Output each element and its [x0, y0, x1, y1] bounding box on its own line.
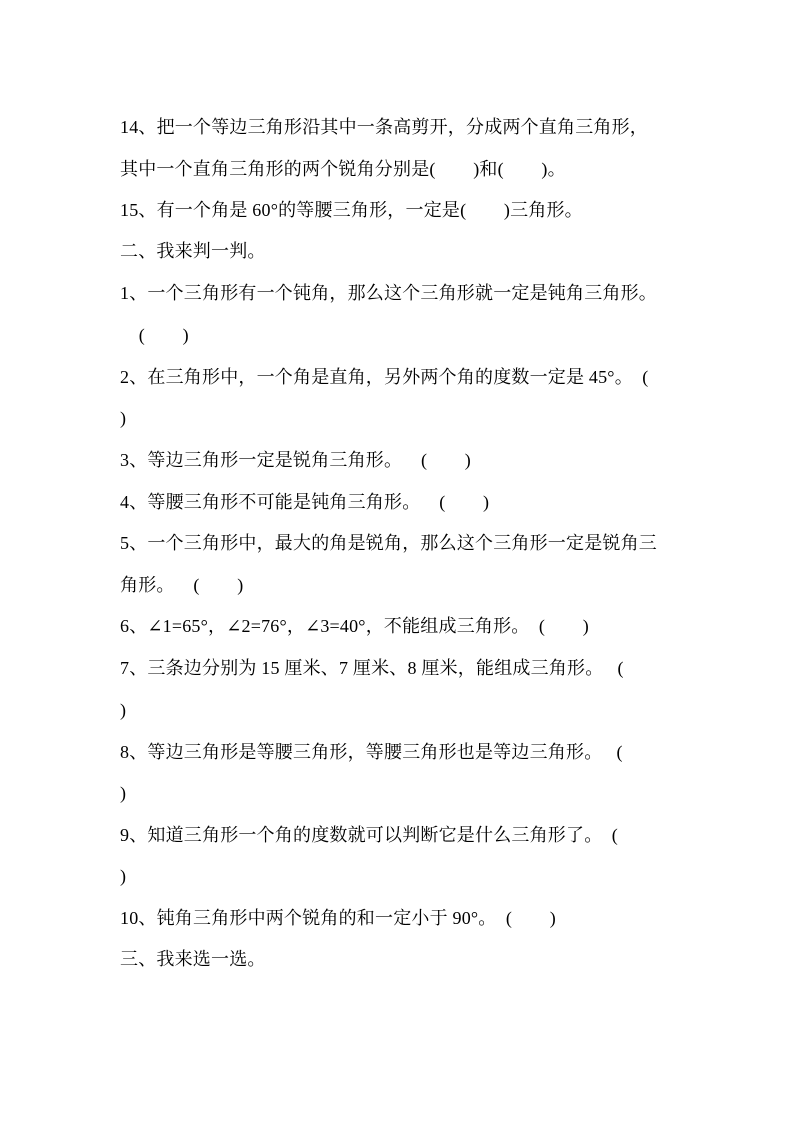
- judge-8-line-1: 8、等边三角形是等腰三角形，等腰三角形也是等边三角形。 (: [120, 742, 623, 762]
- judge-7-line-2: ): [120, 700, 127, 720]
- judge-4: 4、等腰三角形不可能是钝角三角形。 ( ): [120, 492, 490, 512]
- judge-9-line-1: 9、知道三角形一个角的度数就可以判断它是什么三角形了。 (: [120, 825, 618, 845]
- judge-3: 3、等边三角形一定是锐角三角形。 ( ): [120, 450, 471, 470]
- judge-2-line-1: 2、在三角形中，一个角是直角，另外两个角的度数一定是 45°。 (: [120, 367, 649, 387]
- judge-9-line-2: ): [120, 866, 127, 886]
- judge-5-line-1: 5、一个三角形中，最大的角是锐角，那么这个三角形一定是锐角三: [120, 533, 657, 553]
- section-3-heading: 三、我来选一选。: [120, 949, 266, 969]
- question-14-line-2: 其中一个直角三角形的两个锐角分别是( )和( )。: [120, 159, 566, 179]
- judge-2-line-2: ): [120, 408, 127, 428]
- judge-1-line-1: 1、一个三角形有一个钝角，那么这个三角形就一定是钝角三角形。: [120, 283, 657, 303]
- judge-7-line-1: 7、三条边分别为 15 厘米、7 厘米、8 厘米，能组成三角形。 (: [120, 658, 624, 678]
- section-2-heading: 二、我来判一判。: [120, 241, 266, 261]
- judge-1-answer-blank: ( ): [120, 325, 189, 345]
- question-15: 15、有一个角是 60°的等腰三角形，一定是( )三角形。: [120, 200, 583, 220]
- judge-6: 6、∠1=65°，∠2=76°，∠3=40°，不能组成三角形。 ( ): [120, 616, 589, 636]
- judge-10: 10、钝角三角形中两个锐角的和一定小于 90°。 ( ): [120, 908, 556, 928]
- judge-8-line-2: ): [120, 783, 127, 803]
- judge-5-line-2: 角形。 ( ): [120, 575, 244, 595]
- question-14-line-1: 14、把一个等边三角形沿其中一条高剪开，分成两个直角三角形，: [120, 117, 648, 137]
